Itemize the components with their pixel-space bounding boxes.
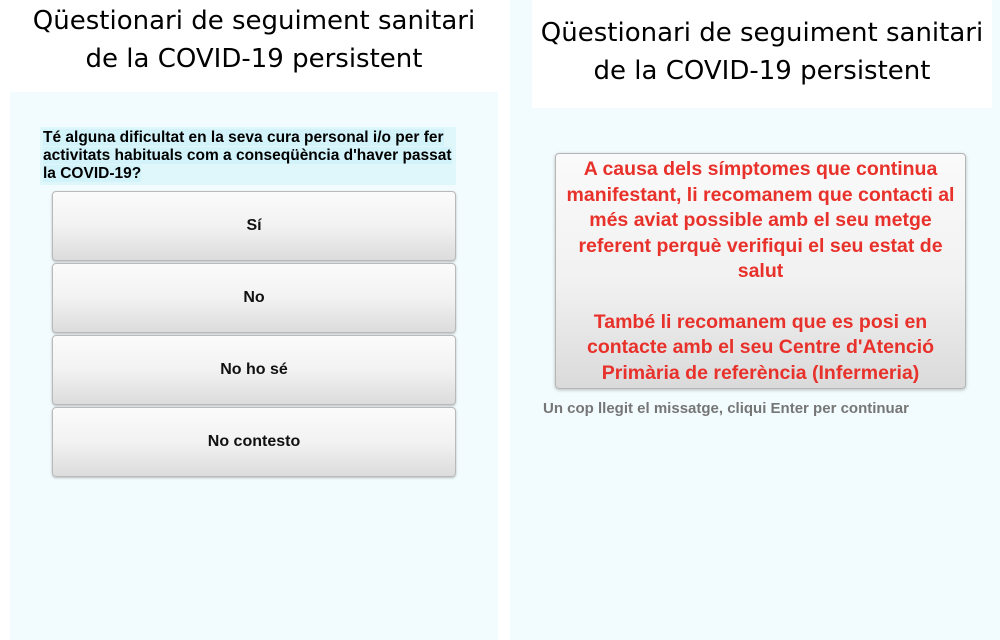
alert-paragraph-2: També li recomanem que es posi en contacte amb el seu Centre d'Atenció Primària de referència (Infermeria) bbox=[586, 310, 935, 384]
answer-options bbox=[52, 191, 456, 479]
option-label: No ho sé bbox=[220, 361, 288, 378]
alert-paragraph-1: A causa dels símptomes que continua manifestant, li recomanem que contacti al més aviat possible amb el seu metge referent perquè verifiqui el seu estat de salut bbox=[566, 158, 955, 282]
option-si-button[interactable] bbox=[52, 191, 456, 261]
page-title bbox=[10, 0, 498, 92]
option-label: Sí bbox=[246, 217, 262, 234]
title-line-2: de la COVID-19 persistent bbox=[593, 56, 931, 86]
recommendation-message-button[interactable] bbox=[555, 153, 966, 389]
question-label: Té alguna dificultat en la seva cura personal i/o per fer activitats habituals com a conseqüència d'haver passat la COVID-19? bbox=[43, 129, 452, 182]
option-no-button[interactable] bbox=[52, 263, 456, 333]
continue-hint: Un cop llegit el missatge, cliqui Enter per continuar bbox=[543, 400, 909, 417]
questionnaire-screen bbox=[10, 0, 498, 640]
option-label: No bbox=[243, 289, 265, 306]
title-line-1: Qüestionari de seguiment sanitari bbox=[540, 18, 984, 48]
page-title bbox=[532, 0, 992, 108]
question-text bbox=[40, 127, 456, 185]
option-no-contesto-button[interactable] bbox=[52, 407, 456, 477]
title-line-2: de la COVID-19 persistent bbox=[85, 44, 423, 74]
recommendation-screen bbox=[510, 0, 1000, 640]
option-label: No contesto bbox=[207, 433, 301, 450]
title-line-1: Qüestionari de seguiment sanitari bbox=[32, 6, 476, 36]
option-no-ho-se-button[interactable] bbox=[52, 335, 456, 405]
